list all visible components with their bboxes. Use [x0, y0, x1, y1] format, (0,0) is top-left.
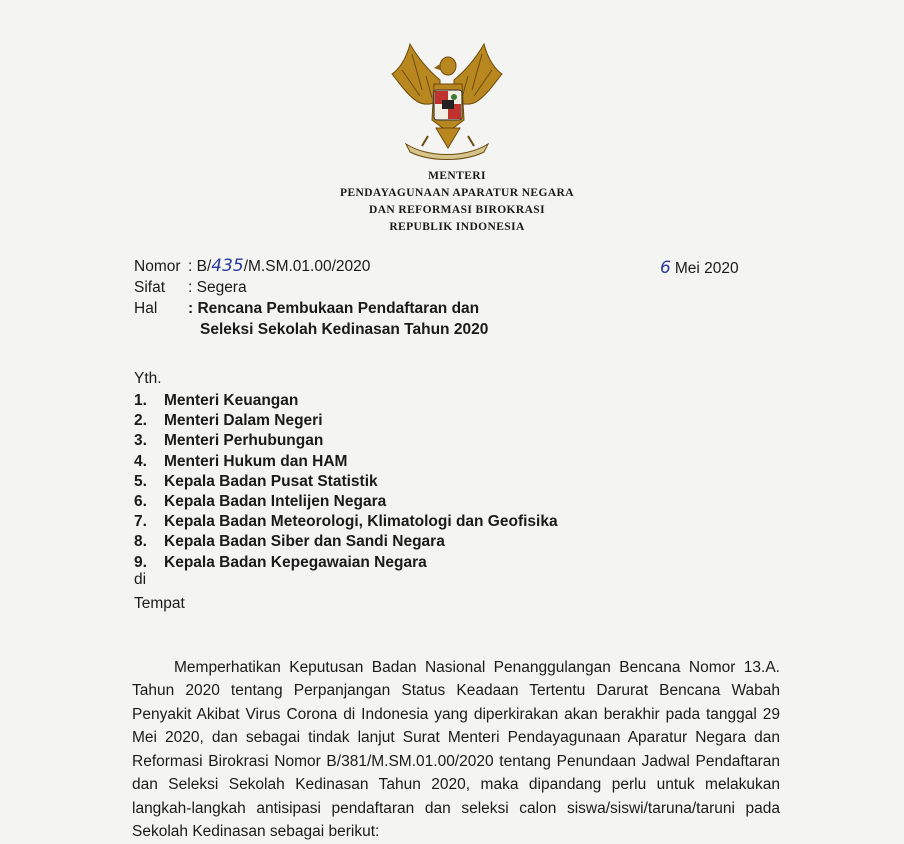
sifat-value: : Segera — [188, 279, 247, 296]
hal-value-line-2: Seleksi Sekolah Kedinasan Tahun 2020 — [200, 321, 489, 338]
date-month-year: Mei 2020 — [674, 260, 739, 277]
list-text: Menteri Perhubungan — [164, 432, 324, 450]
list-text: Kepala Badan Pusat Statistik — [164, 472, 378, 490]
hal-value-line-1: : Rencana Pembukaan Pendaftaran dan — [188, 300, 480, 317]
letterhead-line-3: DAN REFORMASI BIROKRASI — [369, 204, 545, 216]
list-number: 9. — [134, 553, 147, 571]
list-item — [134, 452, 558, 472]
list-item — [134, 431, 558, 451]
list-text: Menteri Keuangan — [164, 392, 299, 409]
list-number: 2. — [134, 412, 147, 430]
list-number: 1. — [134, 392, 147, 409]
sifat-label: Sifat — [134, 279, 166, 296]
list-item — [134, 411, 558, 431]
nomor-value — [188, 256, 370, 277]
list-number: 6. — [134, 493, 147, 511]
list-number: 8. — [134, 533, 147, 551]
list-number: 7. — [134, 513, 147, 531]
greeting: Yth. — [134, 370, 162, 387]
nomor-handwritten: 435 — [211, 256, 244, 276]
list-text: Kepala Badan Intelijen Negara — [164, 493, 387, 511]
list-item — [134, 512, 558, 532]
body-paragraph: Memperhatikan Keputusan Badan Nasional Penanggulangan Bencana Nomor 13.A. Tahun 2020 tentang Perpanjangan Status Keadaan Tertentu Darurat Bencana Wabah Penyakit Akibat Virus Corona di Indonesia yang diperkirakan akan berakhir pada tanggal 29 Mei 2020, dan sebagai tindak lanjut Surat Menteri Pendayagunaan Aparatur Negara dan Reformasi Birokrasi Nomor B/381/M.SM.01.00/2020 tentang Penundaan Jadwal Pendaftaran dan Seleksi Sekolah Kedinasan Tahun 2020, maka dipandang perlu untuk melakukan langkah-langkah antisipasi pendaftaran dan seleksi calon siswa/siswi/taruna/taruni pada Sekolah Kedinasan sebagai berikut: — [132, 658, 780, 840]
list-number: 4. — [134, 452, 147, 470]
list-text: Kepala Badan Siber dan Sandi Negara — [164, 533, 445, 551]
letterhead-line-4: REPUBLIK INDONESIA — [389, 221, 525, 233]
addressee-list — [134, 391, 558, 573]
garuda-emblem-icon — [388, 40, 506, 160]
list-text: Menteri Hukum dan HAM — [164, 452, 348, 470]
hal-label: Hal — [134, 300, 158, 317]
list-item — [134, 553, 558, 573]
di-label: di — [134, 571, 147, 588]
list-number: 5. — [134, 472, 147, 490]
list-text: Menteri Dalam Negeri — [164, 412, 323, 430]
date-day-handwritten: 6 — [660, 258, 671, 278]
list-text: Kepala Badan Meteorologi, Klimatologi dan Geofisika — [164, 513, 558, 531]
letterhead-line-1: MENTERI — [428, 170, 486, 182]
list-number: 3. — [134, 432, 147, 450]
list-text: Kepala Badan Kepegawaian Negara — [164, 553, 427, 571]
letter-date — [660, 258, 739, 278]
letterhead-line-2: PENDAYAGUNAAN APARATUR NEGARA — [340, 187, 574, 199]
list-item — [134, 532, 558, 552]
nomor-label: Nomor — [134, 258, 181, 275]
letterhead — [0, 168, 904, 236]
nomor-suffix: /M.SM.01.00/2020 — [243, 258, 371, 275]
tempat-label: Tempat — [134, 595, 185, 612]
list-item — [134, 472, 558, 492]
list-item — [134, 492, 558, 512]
list-item — [134, 391, 558, 411]
nomor-prefix: : B/ — [188, 258, 212, 275]
